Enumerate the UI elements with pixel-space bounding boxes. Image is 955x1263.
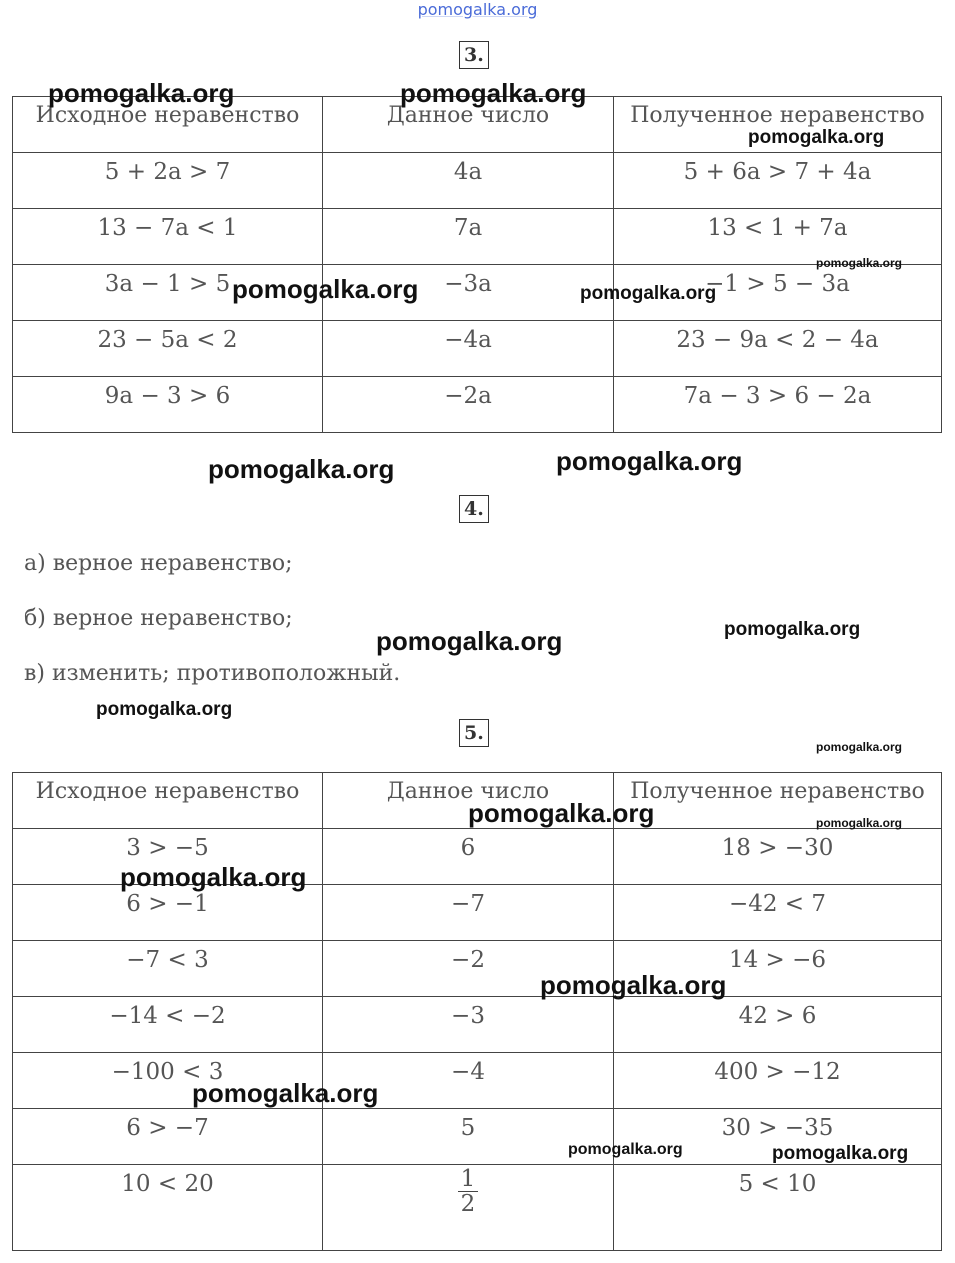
table-cell: 23 − 9a < 2 − 4a [614,321,942,377]
watermark: pomogalka.org [556,446,743,476]
table-row [13,377,942,433]
table-cell: 13 < 1 + 7a [614,209,942,265]
watermark: pomogalka.org [816,816,903,830]
section-number-3: 3. [459,41,489,69]
table-cell: 5 [323,1109,614,1165]
table-row [13,265,942,321]
table-cell: 400 > −12 [614,1053,942,1109]
watermark: pomogalka.org [468,798,655,828]
table-cell: 7a − 3 > 6 − 2a [614,377,942,433]
answer-line-b: б) верное неравенство; [24,606,293,631]
table-cell: −3 [323,997,614,1053]
table-cell: −7 < 3 [13,941,323,997]
answer-line-v: в) изменить; противоположный. [24,661,401,686]
watermark: pomogalka.org [540,970,727,1000]
watermark: pomogalka.org [208,454,395,484]
answer-line-a: а) верное неравенство; [24,551,293,576]
watermark: pomogalka.org [96,699,233,720]
table-cell: −7 [323,885,614,941]
table-cell: 6 > −7 [13,1109,323,1165]
watermark: pomogalka.org [748,127,885,148]
watermark: pomogalka.org [816,740,903,754]
column-header: Полученное неравенство [614,773,942,829]
watermark: pomogalka.org [192,1078,379,1108]
fraction-denominator: 2 [460,1191,476,1217]
watermark: pomogalka.org [816,256,903,270]
table-cell: 6 > −1 [13,885,323,941]
table-cell: −42 < 7 [614,885,942,941]
column-header: Данное число [323,773,614,829]
table-cell: 4a [323,153,614,209]
table-cell: −1 > 5 − 3a [614,265,942,321]
table-row [13,321,942,377]
table-cell: 5 + 2a > 7 [13,153,323,209]
table-cell: −4 [323,1053,614,1109]
table-row [13,209,942,265]
watermark: pomogalka.org [376,626,563,656]
table-row [13,1165,942,1251]
table-cell: 9a − 3 > 6 [13,377,323,433]
table-cell: −14 < −2 [13,997,323,1053]
table-cell: 42 > 6 [614,997,942,1053]
watermark: pomogalka.org [724,619,861,640]
table-row [13,997,942,1053]
table-cell: 7a [323,209,614,265]
fraction-numerator: 1 [458,1167,479,1192]
column-header: Данное число [323,97,614,153]
table-cell: 3a − 1 > 5 [13,265,323,321]
table-task-5 [12,772,942,1251]
table-cell: −100 < 3 [13,1053,323,1109]
table-cell: 14 > −6 [614,941,942,997]
watermark: pomogalka.org [232,274,419,304]
watermark: pomogalka.org [120,862,307,892]
fraction-one-half [458,1167,479,1216]
watermark: pomogalka.org [772,1143,909,1164]
table-row [13,153,942,209]
table-cell: 30 > −35 [614,1109,942,1165]
table-cell: −2 [323,941,614,997]
watermark: pomogalka.org [400,78,587,108]
table-cell: 5 + 6a > 7 + 4a [614,153,942,209]
column-header: Исходное неравенство [13,773,323,829]
table-cell: −4a [323,321,614,377]
table-row [13,1053,942,1109]
watermark: pomogalka.org [48,78,235,108]
table-cell: 18 > −30 [614,829,942,885]
watermark: pomogalka.org [580,283,717,304]
table-cell: 3 > −5 [13,829,323,885]
table-cell: 10 < 20 [13,1165,323,1251]
table-cell: 5 < 10 [614,1165,942,1251]
column-header: Исходное неравенство [13,97,323,153]
table-cell: −2a [323,377,614,433]
table-cell: 13 − 7a < 1 [13,209,323,265]
table-row [13,941,942,997]
table-cell: 6 [323,829,614,885]
watermark: pomogalka.org [568,1141,683,1158]
header-watermark-link[interactable]: pomogalka.org [417,0,538,19]
table-cell [323,1165,614,1251]
table-cell: 23 − 5a < 2 [13,321,323,377]
section-number-4: 4. [459,495,489,523]
column-header: Полученное неравенство [614,97,942,153]
table-cell: −3a [323,265,614,321]
section-number-5: 5. [459,719,489,747]
